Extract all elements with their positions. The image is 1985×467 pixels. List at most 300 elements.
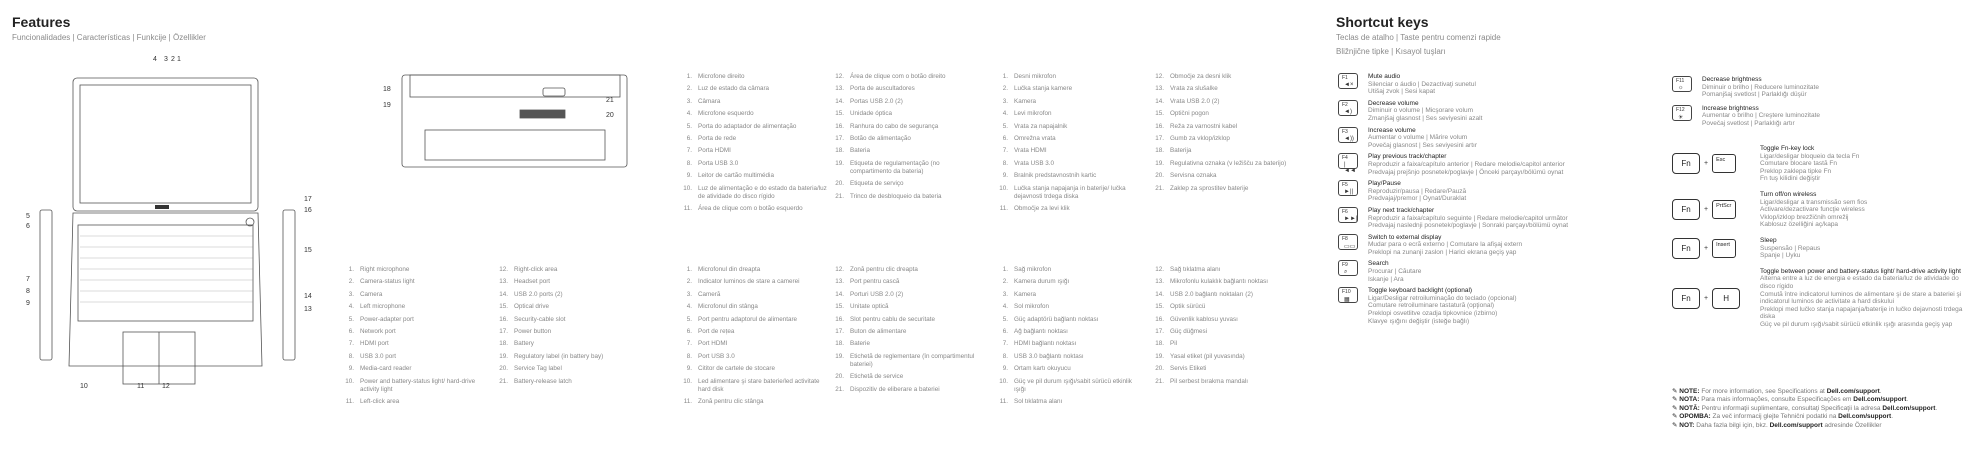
shortcut-title: Search [1368, 260, 1389, 268]
list-item [1148, 278, 1298, 286]
list-item-number: 15. [1155, 110, 1164, 118]
combo-key-list [1672, 145, 1972, 332]
list-item-label: Zonă pentru clic stânga [698, 398, 764, 406]
shortcut-translation: Reproduzir a faixa/capítulo anterior | Redare melodie/capitol anterior [1368, 160, 1565, 168]
list-item-label: Left-click area [360, 398, 400, 406]
list-item-label: Güvenlik kablosu yuvası [1170, 315, 1238, 323]
support-link[interactable]: Dell.com/support [1826, 388, 1880, 395]
mute-icon: ◄× [1344, 82, 1354, 88]
list-item-label: Etichetă de reglementare (în compartimentul bateriei) [850, 352, 975, 368]
support-link[interactable]: Dell.com/support [1853, 396, 1907, 404]
list-item-number: 5. [686, 122, 692, 130]
list-item-number: 17. [835, 134, 844, 142]
features-title: Features [12, 14, 71, 30]
list-item [992, 365, 1142, 373]
key-f3 [1338, 127, 1358, 143]
list-item [828, 340, 978, 348]
list-item-number: 8. [1002, 352, 1008, 360]
list-item-label: Microfone direito [698, 73, 745, 80]
list-item-number: 13. [835, 278, 844, 286]
shortcut-translation: Spanje | Uyku [1760, 252, 1801, 260]
list-item-label: Omrežna vrata [1014, 134, 1056, 142]
list-item [338, 365, 488, 373]
shortcut-translation: Fn tuş kilidini değiştir [1760, 175, 1821, 183]
list-item-number: 5. [348, 315, 354, 323]
list-item-number: 8. [348, 352, 354, 360]
list-item-label: Microfonul din stânga [698, 303, 758, 311]
list-item [1148, 340, 1298, 348]
list-item-label: Media-card reader [360, 365, 412, 373]
callout-7: 7 [26, 276, 30, 283]
shortcut-translation: Diminuir o volume | Micşorare volum [1368, 107, 1473, 115]
list-item-label: Power-adapter port [360, 315, 414, 323]
list-item [992, 340, 1142, 348]
shortcut-translation: Predvajaj/premor | Oynat/Duraklat [1368, 195, 1467, 203]
shortcut-translation: Zmanjšaj glasnost | Ses seviyesini azalt [1368, 114, 1483, 122]
list-item [676, 303, 826, 311]
support-link[interactable]: Dell.com/support [1769, 421, 1823, 429]
list-item [676, 135, 831, 143]
list-item-label: Porta USB 3.0 [698, 159, 739, 167]
list-item-label: Porta do adaptador de alimentação [698, 122, 797, 130]
list-item-number: 5. [686, 315, 692, 323]
list-item [1148, 291, 1298, 299]
list-item-number: 7. [1002, 340, 1008, 348]
shortcut-title: Toggle between power and battery-status light/ hard-drive activity light [1760, 267, 1961, 275]
shortcut-row [1338, 73, 1658, 96]
list-item-number: 7. [686, 147, 692, 155]
list-item-label: Port USB 3.0 [698, 352, 735, 360]
list-item-label: Unidade óptica [850, 110, 893, 118]
list-romanian-a [676, 266, 826, 411]
callout-11: 11 [137, 383, 145, 390]
list-item-label: Servisna oznaka [1170, 172, 1217, 180]
list-item-label: Porturi USB 2.0 (2) [850, 290, 904, 298]
list-slovenian-a [992, 73, 1142, 218]
list-item-number: 14. [499, 290, 508, 298]
list-item-label: HDMI port [360, 340, 389, 348]
shortcut-translation: Aumentar o volume | Mărire volum [1368, 134, 1468, 142]
shortcut-row [1672, 76, 1972, 99]
key-fn: Fn [1672, 153, 1700, 174]
list-item-label: Port pentru adaptorul de alimentare [698, 315, 798, 323]
list-item-number: 2. [1002, 278, 1008, 286]
list-item-label: Porta de rede [698, 134, 737, 142]
list-item-number: 3. [1002, 290, 1008, 298]
list-item [992, 353, 1142, 361]
list-romanian-b [828, 266, 978, 398]
list-item-label: Vrata za slušalke [1170, 85, 1218, 93]
list-item [338, 328, 488, 336]
list-item [676, 73, 831, 81]
list-item [828, 180, 978, 188]
list-item-number: 21. [835, 385, 844, 393]
list-item-number: 8. [686, 352, 692, 360]
list-item-label: HDMI bağlantı noktası [1014, 340, 1077, 348]
list-item-label: USB 2.0 bağlantı noktaları (2) [1170, 290, 1253, 298]
callout-20: 20 [606, 112, 614, 119]
list-item-number: 18. [835, 147, 844, 155]
shortcut-row [1338, 207, 1658, 230]
list-item-number: 2. [686, 278, 692, 286]
list-item-number: 6. [1002, 327, 1008, 335]
shortcut-translation: Alterna entre a luz de energia e estado da bateria/luz de atividade do disco rígido [1760, 275, 1959, 290]
list-item-label: Baterija [1170, 147, 1192, 155]
shortcut-translation: Suspensão | Repaus [1760, 244, 1821, 252]
key-insert: Insert [1712, 239, 1736, 258]
key-f5 [1338, 180, 1358, 196]
list-item [676, 398, 826, 406]
shortcut-title: Increase volume [1368, 126, 1416, 134]
key-fn: Fn [1672, 199, 1700, 220]
shortcut-translation: Predvajaj naslednji posnetek/poglavje | Sonraki parçayı/bölümü oynat [1368, 222, 1569, 230]
key-label: F3 [1342, 128, 1348, 135]
list-item-label: Ranhura do cabo de segurança [850, 122, 939, 130]
shortcut-translation: Predvajaj prejšnjo posnetek/poglavje | Önceki parçayı/bölümü oynat [1368, 168, 1564, 176]
note-line [1672, 422, 1982, 430]
list-item-number: 21. [1155, 184, 1164, 192]
service-tag-label [520, 110, 565, 118]
note-text: For more information, see Specifications at [1701, 388, 1827, 395]
key-f8 [1338, 234, 1358, 250]
list-turkish-a [992, 266, 1142, 411]
list-item-number: 18. [499, 340, 508, 348]
list-item-label: Vrata USB 2.0 (2) [1170, 97, 1220, 105]
list-item [828, 278, 978, 286]
list-item-label: Pil [1170, 340, 1177, 348]
shortcut-translation: Comutare retroiluminare tastatură (opţional) [1368, 302, 1495, 310]
list-item-number: 13. [835, 85, 844, 93]
list-item [828, 373, 978, 381]
note-label: NOTA: [1679, 396, 1700, 404]
list-item-label: Camera-status light [360, 278, 415, 286]
callout-10: 10 [80, 383, 88, 390]
list-item-label: Regulatory label (in battery bay) [514, 352, 604, 360]
list-item-label: Right-click area [514, 266, 558, 273]
list-item [1148, 110, 1298, 118]
list-item-label: Headset port [514, 278, 551, 286]
list-item [1148, 353, 1298, 361]
list-item [492, 365, 642, 373]
callout-13: 13 [304, 306, 312, 313]
note-tail: . [1906, 396, 1909, 404]
shortcut-row [1338, 153, 1658, 176]
list-item [992, 147, 1142, 155]
list-item-number: 18. [835, 340, 844, 348]
list-item [992, 303, 1142, 311]
callout-8: 8 [26, 288, 30, 295]
key-f4 [1338, 153, 1358, 175]
list-item [1148, 266, 1298, 274]
list-item-number: 8. [686, 159, 692, 167]
list-item [1148, 85, 1298, 93]
list-item-number: 19. [835, 352, 844, 360]
list-item-label: Área de clique com o botão direito [850, 73, 946, 80]
list-item [1148, 185, 1298, 193]
callout-6: 6 [26, 223, 30, 230]
list-item-number: 10. [683, 184, 692, 192]
list-item-number: 1. [686, 73, 692, 80]
key-f1 [1338, 73, 1358, 89]
callout-4: 4 [153, 56, 157, 63]
list-item [992, 98, 1142, 106]
list-item [676, 378, 826, 394]
list-item-label: Service Tag label [514, 365, 562, 373]
note-tail: . [1879, 388, 1882, 395]
list-item-label: Optik sürücü [1170, 303, 1206, 311]
list-item-label: Kamera [1014, 290, 1037, 298]
list-item-number: 9. [348, 365, 354, 373]
list-item-number: 4. [686, 303, 692, 311]
list-item [338, 303, 488, 311]
list-item-number: 10. [345, 377, 354, 385]
list-item-label: Yasal etiket (pil yuvasında) [1170, 352, 1245, 360]
list-item-number: 6. [1002, 134, 1008, 142]
list-item-number: 16. [835, 122, 844, 130]
list-item-number: 10. [683, 377, 692, 385]
list-item [676, 85, 831, 93]
list-turkish-b [1148, 266, 1298, 390]
list-item-label: USB 2.0 ports (2) [514, 290, 563, 298]
shortcut-key-list-right [1672, 76, 1972, 134]
list-item [828, 160, 978, 176]
list-item-number: 9. [1002, 365, 1008, 373]
shortcut-title: Sleep [1760, 236, 1777, 244]
list-item-label: Security-cable slot [514, 315, 566, 323]
note-label: NOTE: [1679, 388, 1700, 395]
shortcut-translation: Activare/dezactivare funcţie wireless [1760, 206, 1865, 214]
list-item-label: Port pentru cască [850, 278, 900, 286]
shortcut-title: Mute audio [1368, 73, 1401, 80]
list-item [676, 353, 826, 361]
list-item [828, 386, 978, 394]
note-line [1672, 405, 1982, 413]
list-item-number: 7. [686, 340, 692, 348]
list-item [992, 291, 1142, 299]
play-pause-icon: ►|| [1344, 189, 1354, 196]
bottom-case [402, 75, 627, 167]
shortcut-translation: Klavye ışığını değiştir (isteğe bağlı) [1368, 317, 1470, 325]
list-item [338, 340, 488, 348]
shortcut-translation: Povečaj glasnost | Ses seviyesini artır [1368, 141, 1477, 149]
list-item [828, 135, 978, 143]
brightness-up-icon: ☀ [1678, 114, 1684, 121]
list-item [992, 73, 1142, 81]
note-text: Pentru informaţii suplimentare, consultaţi Specificaţii la adresa [1701, 404, 1883, 412]
key-f11 [1672, 76, 1692, 92]
list-portuguese-a [676, 73, 831, 218]
list-item-number: 15. [835, 110, 844, 118]
list-item-number: 17. [499, 327, 508, 335]
list-item-number: 14. [1155, 290, 1164, 298]
list-item-number: 18. [1155, 147, 1164, 155]
list-item-number: 12. [1155, 73, 1164, 80]
list-item-label: Mikrofonlu kulaklık bağlantı noktası [1170, 278, 1269, 286]
list-item [338, 266, 488, 274]
note-line [1672, 396, 1982, 404]
list-item [1148, 316, 1298, 324]
list-item-number: 15. [1155, 303, 1164, 311]
shortcut-translation: Preklopi na zunanji zaslon | Harici ekrana geçiş yap [1368, 248, 1517, 256]
plus-sign: + [1704, 160, 1709, 168]
list-item-number: 1. [348, 266, 354, 273]
note-label: OPOMBA: [1679, 413, 1711, 421]
list-item-number: 12. [835, 266, 844, 273]
shortcut-title: Play/Pause [1368, 180, 1401, 188]
list-item-label: Ağ bağlantı noktası [1014, 327, 1068, 335]
list-item-number: 17. [835, 327, 844, 335]
right-side-view [283, 210, 295, 360]
list-english-b [492, 266, 642, 390]
list-item-label: Botão de alimentação [850, 134, 911, 142]
key-fn: Fn [1672, 238, 1700, 259]
list-item [492, 278, 642, 286]
list-item [676, 185, 831, 201]
shortcut-row [1338, 260, 1658, 283]
list-item-number: 20. [1155, 172, 1164, 180]
list-item [828, 98, 978, 106]
list-item-label: Área de clique com o botão esquerdo [698, 205, 803, 213]
list-item [828, 85, 978, 93]
list-item-label: Cititor de cartele de stocare [698, 365, 775, 373]
list-item [1148, 147, 1298, 155]
list-item-label: Power button [514, 327, 552, 335]
list-item [676, 340, 826, 348]
list-item-label: Reža za varnostni kabel [1170, 122, 1238, 130]
list-item [992, 398, 1142, 406]
note-icon: ✎ [1672, 413, 1680, 421]
support-link[interactable]: Dell.com/support [1882, 404, 1936, 412]
list-item [992, 266, 1142, 274]
list-item-number: 15. [499, 303, 508, 311]
key-f10 [1338, 287, 1358, 303]
key-label: F2 [1342, 101, 1348, 108]
note-line [1672, 413, 1982, 421]
list-item-label: Zaklep za sprostitev baterije [1170, 184, 1249, 192]
list-item [828, 303, 978, 311]
key-prtscr: PrtScr [1712, 200, 1736, 219]
list-item-number: 17. [1155, 327, 1164, 335]
list-item-label: Vrata za napajalnik [1014, 122, 1068, 130]
list-item-label: Bateria [850, 147, 870, 155]
list-item [492, 340, 642, 348]
list-item-number: 11. [683, 398, 692, 406]
list-item-number: 11. [345, 398, 354, 406]
list-item-label: Porta HDMI [698, 147, 731, 155]
list-item [828, 73, 978, 81]
list-item [828, 266, 978, 274]
list-item [992, 278, 1142, 286]
list-item [1148, 172, 1298, 180]
key-label: F8 [1342, 235, 1348, 242]
list-item [676, 110, 831, 118]
key-label: F6 [1342, 208, 1348, 215]
shortcut-translation: Reproduzir a faixa/capítulo seguinte | Redare melodie/capitol următor [1368, 214, 1568, 222]
list-item [992, 160, 1142, 168]
list-item [1148, 160, 1298, 168]
key-label: F5 [1342, 182, 1348, 189]
list-item-number: 15. [835, 303, 844, 311]
list-english-a [338, 266, 488, 411]
plus-sign: + [1704, 294, 1709, 302]
list-item-label: Luz de alimentação e do estado da bateria/luz de atividade do disco rígido [698, 184, 827, 200]
list-item [676, 160, 831, 168]
list-item-label: Bralnik predstavnostnih kartic [1014, 172, 1097, 180]
key-label: F1 [1342, 75, 1348, 81]
callout-21: 21 [606, 97, 614, 104]
list-item-label: Sol mikrofon [1014, 303, 1049, 311]
callout-5: 5 [26, 213, 30, 220]
list-item-number: 21. [835, 192, 844, 200]
features-languages: Funcionalidades | Características | Funkcije | Özellikler [12, 33, 206, 42]
list-item-number: 20. [1155, 365, 1164, 373]
external-display-icon: ▭▭ [1344, 243, 1356, 250]
note-tail: . [1891, 413, 1894, 421]
key-f2 [1338, 100, 1358, 116]
shortcut-translation: Comutare blocare tastă Fn [1760, 160, 1837, 168]
list-item-number: 9. [1002, 172, 1008, 180]
list-item-label: Right microphone [360, 266, 410, 273]
list-item [338, 316, 488, 324]
list-item-label: Güç adaptörü bağlantı noktası [1014, 315, 1099, 323]
shortcut-translation: Preklop zaklepa tipke Fn [1760, 167, 1832, 175]
list-item-label: Območje za levi klik [1014, 205, 1070, 213]
note-text: Para mais informações, consulte Especificações em [1701, 396, 1854, 404]
key-esc: Esc [1712, 154, 1736, 173]
note-icon: ✎ [1672, 388, 1680, 395]
shortcut-translation: Vklop/izklop brezžičnih omrežij [1760, 213, 1849, 221]
shortcut-translation: Güç ve pil durum ışığı/sabit sürücü etkinlik ışığı arasında geçiş yap [1760, 320, 1953, 328]
list-item [1148, 98, 1298, 106]
support-link[interactable]: Dell.com/support [1838, 413, 1892, 421]
plus-sign: + [1704, 206, 1709, 214]
list-item [492, 303, 642, 311]
list-item-label: Slot pentru cablu de securitate [850, 315, 936, 323]
list-item [1148, 328, 1298, 336]
shortcut-translation: Kablosuz özelliğini aç/kapa [1760, 221, 1839, 229]
list-item-label: Portas USB 2.0 (2) [850, 97, 903, 105]
list-item-number: 16. [499, 315, 508, 323]
list-item-number: 19. [1155, 352, 1164, 360]
brightness-down-icon: ☼ [1678, 85, 1684, 91]
key-label: F11 [1676, 78, 1685, 84]
list-item-number: 7. [1002, 147, 1008, 155]
shortcut-title: Turn off/on wireless [1760, 190, 1817, 198]
list-slovenian-b [1148, 73, 1298, 197]
list-item-label: Güç düğmesi [1170, 327, 1208, 335]
note-icon: ✎ [1672, 396, 1680, 404]
list-item [1148, 303, 1298, 311]
list-item-number: 9. [686, 172, 692, 180]
combo-row [1672, 237, 1972, 260]
list-item-label: Pil serbest bırakma mandalı [1170, 377, 1249, 385]
callout-15: 15 [304, 247, 312, 254]
list-item [338, 291, 488, 299]
callout-14: 14 [304, 293, 312, 300]
list-item-label: Regulativna oznaka (v ležišču za baterijo) [1170, 159, 1287, 167]
combo-row [1672, 191, 1972, 229]
list-item [1148, 365, 1298, 373]
note-line [1672, 388, 1982, 396]
list-item-label: Indicator luminos de stare a camerei [698, 278, 800, 286]
list-item [338, 378, 488, 394]
list-item-number: 11. [683, 205, 692, 213]
shortcut-title: Increase brightness [1702, 104, 1759, 112]
list-item [676, 291, 826, 299]
callout-18: 18 [383, 86, 391, 93]
list-item [828, 147, 978, 155]
list-item-label: USB 3.0 bağlantı noktası [1014, 352, 1084, 360]
